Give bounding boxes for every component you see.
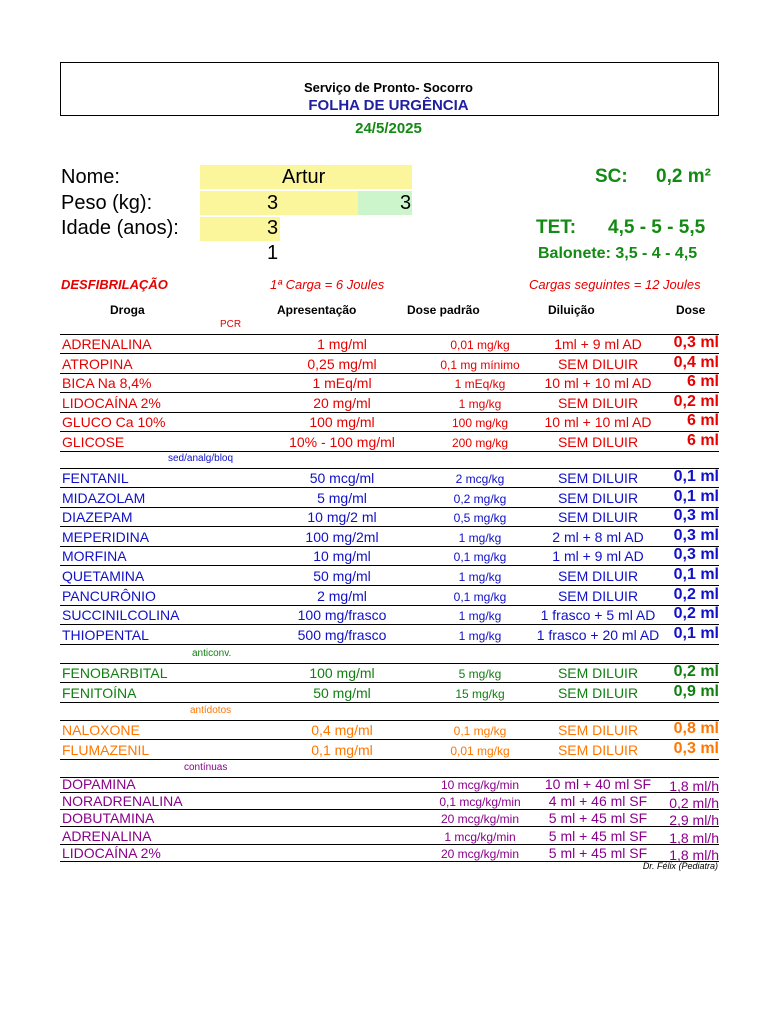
standard-dose: 1 mg/kg: [458, 628, 502, 643]
standard-dose: 0,1 mg/kg: [453, 724, 507, 738]
standard-dose: 0,5 mg/kg: [453, 511, 507, 526]
presentation: 10 mg/2 ml: [307, 509, 377, 526]
dose-value: 0,2 ml: [673, 605, 719, 623]
table-row: [60, 566, 719, 586]
dilution: SEM DILUIR: [557, 684, 639, 701]
dose-value: 0,3 ml: [673, 739, 719, 757]
dose-value: 6 ml: [686, 432, 719, 449]
standard-dose: 0,1 mg mínimo: [440, 357, 520, 372]
col-header-dose: Dose: [676, 303, 706, 317]
table-row: [60, 776, 719, 793]
balonete: Balonete: 3,5 - 4 - 4,5: [538, 245, 698, 262]
drug-name: ADRENALINA: [62, 336, 152, 352]
dilution: 1ml + 9 ml AD: [554, 336, 642, 352]
standard-dose: 1 mcg/kg/min: [444, 829, 516, 844]
group-header: [60, 646, 719, 664]
presentation: 50 mg/ml: [313, 568, 371, 584]
group-label: contínuas: [184, 762, 228, 773]
group-header: [60, 703, 719, 721]
drug-name: ATROPINA: [62, 355, 133, 372]
table-row: [60, 810, 719, 827]
drug-name: GLUCO Ca 10%: [62, 414, 166, 431]
table-row: [60, 793, 719, 810]
dose-value: 0,1 ml: [673, 566, 719, 583]
dilution: 4 ml + 46 ml SF: [548, 793, 648, 810]
page-date: 24/5/2025: [355, 120, 422, 137]
drug-name: NORADRENALINA: [62, 793, 183, 810]
table-row: [60, 507, 719, 527]
table-row: [60, 683, 719, 703]
drug-name: QUETAMINA: [62, 568, 145, 584]
dilution: SEM DILUIR: [557, 355, 639, 372]
dose-value: 0,2 ml/h: [669, 795, 719, 812]
col-header-drug: Droga: [110, 303, 145, 317]
drug-name: FENOBARBITAL: [62, 665, 168, 681]
standard-dose: 0,1 mg/kg: [453, 550, 507, 565]
presentation: 100 mg/ml: [309, 665, 375, 681]
standard-dose: 1 mg/kg: [458, 609, 502, 624]
weight-cell[interactable]: [200, 191, 358, 215]
dilution: 5 ml + 45 ml SF: [548, 827, 648, 844]
table-row: [60, 432, 719, 452]
drug-name: DOPAMINA: [62, 776, 136, 792]
age-label: Idade (anos):: [61, 217, 179, 239]
table-row: [60, 546, 719, 566]
dose-value: 0,2 ml: [673, 585, 719, 603]
table-row: [60, 625, 719, 645]
presentation: 50 mg/ml: [313, 684, 371, 701]
table-row: [60, 845, 719, 862]
drug-name: NALOXONE: [62, 722, 140, 738]
extra-value: 1: [267, 242, 279, 264]
drug-name: PANCURÔNIO: [62, 587, 156, 604]
drug-name: BICA Na 8,4%: [62, 375, 152, 392]
dilution: SEM DILUIR: [557, 665, 639, 681]
drug-name: FENITOÍNA: [62, 684, 137, 701]
table-row: [60, 393, 719, 413]
dose-value: 0,1 ml: [673, 468, 719, 485]
dilution: 10 ml + 10 ml AD: [544, 414, 652, 431]
dilution: SEM DILUIR: [557, 722, 639, 738]
group-label: sed/analg/bloq: [168, 453, 234, 464]
dose-value: 0,3 ml: [673, 526, 719, 544]
presentation: 500 mg/frasco: [297, 626, 387, 643]
dilution: 10 ml + 40 ml SF: [544, 776, 652, 792]
drug-name: DIAZEPAM: [62, 509, 133, 526]
dose-value: 0,3 ml: [673, 507, 719, 525]
drug-name: LIDOCAÍNA 2%: [62, 844, 161, 861]
page-title: FOLHA DE URGÊNCIA: [308, 97, 469, 114]
dilution: 2 ml + 8 ml AD: [552, 528, 644, 545]
dose-value: 0,3 ml: [673, 334, 719, 351]
standard-dose: 0,1 mcg/kg/min: [439, 795, 521, 810]
presentation: 0,25 mg/ml: [307, 355, 377, 372]
dilution: SEM DILUIR: [557, 568, 639, 584]
dose-value: 0,4 ml: [673, 353, 719, 371]
sc-value: 0,2 m²: [656, 166, 711, 187]
name-value: Artur: [282, 166, 326, 188]
table-row: [60, 828, 719, 845]
sc-label: SC:: [595, 166, 628, 187]
standard-dose: 20 mcg/kg/min: [440, 846, 520, 861]
dose-value: 0,2 ml: [673, 392, 719, 410]
dose-value: 6 ml: [686, 412, 719, 430]
drug-name: FLUMAZENIL: [62, 741, 150, 758]
table-row: [60, 586, 719, 606]
name-label: Nome:: [61, 166, 120, 188]
table-row: [60, 740, 719, 760]
presentation: 1 mEq/ml: [312, 375, 372, 392]
group-label: antídotos: [190, 705, 232, 716]
drug-name: MIDAZOLAM: [62, 489, 146, 506]
standard-dose: 100 mg/kg: [451, 416, 509, 431]
standard-dose: 1 mEq/kg: [454, 377, 506, 392]
group-label: anticonv.: [192, 648, 232, 659]
presentation: 10% - 100 mg/ml: [289, 434, 395, 450]
dilution: SEM DILUIR: [557, 509, 639, 526]
tet-label: TET:: [536, 217, 577, 238]
table-row: [60, 663, 719, 683]
dilution: 10 ml + 10 ml AD: [544, 375, 652, 392]
weight-label: Peso (kg):: [61, 192, 153, 214]
standard-dose: 2 mcg/kg: [455, 472, 505, 486]
standard-dose: 5 mg/kg: [458, 667, 502, 681]
standard-dose: 10 mcg/kg/min: [440, 778, 520, 792]
dilution: 1 ml + 9 ml AD: [552, 548, 644, 565]
dilution: SEM DILUIR: [557, 741, 639, 758]
dilution: SEM DILUIR: [557, 587, 639, 604]
dose-value: 0,1 ml: [673, 624, 719, 642]
table-row: [60, 334, 719, 354]
tet-value: 4,5 - 5 - 5,5: [608, 217, 706, 238]
standard-dose: 1 mg/kg: [458, 530, 502, 545]
group-label: PCR: [220, 319, 242, 330]
table-row: [60, 412, 719, 432]
presentation: 5 mg/ml: [317, 489, 367, 506]
table-row: [60, 373, 719, 393]
age-value: 3: [267, 217, 279, 239]
dose-value: 1,8 ml/h: [669, 778, 719, 794]
dilution: 5 ml + 45 ml SF: [548, 844, 648, 861]
dose-value: 0,2 ml: [673, 663, 719, 680]
standard-dose: 200 mg/kg: [451, 436, 509, 450]
dose-value: 0,1 ml: [673, 487, 719, 505]
dose-value: 0,3 ml: [673, 546, 719, 564]
dilution: 1 frasco + 5 ml AD: [540, 607, 656, 624]
weight-value: 3: [267, 192, 279, 214]
col-header-std-dose: Dose padrão: [407, 303, 480, 317]
presentation: 0,4 mg/ml: [311, 722, 373, 738]
dilution: SEM DILUIR: [557, 470, 639, 486]
defib-next-charges: Cargas seguintes = 12 Joules: [529, 277, 701, 292]
group-header: [60, 451, 719, 469]
presentation: 100 mg/ml: [309, 414, 375, 431]
table-row: [60, 468, 719, 488]
standard-dose: 0,2 mg/kg: [453, 491, 507, 506]
standard-dose: 1 mg/kg: [458, 570, 502, 584]
drug-name: FENTANIL: [62, 470, 129, 486]
presentation: 20 mg/ml: [313, 394, 371, 411]
col-header-dilution: Diluição: [548, 303, 595, 317]
dilution: SEM DILUIR: [557, 394, 639, 411]
drug-name: MEPERIDINA: [62, 528, 150, 545]
group-header: [60, 317, 719, 335]
standard-dose: 20 mcg/kg/min: [440, 812, 520, 827]
col-header-presentation: Apresentação: [277, 303, 357, 317]
dose-value: 1,8 ml/h: [669, 846, 719, 863]
signature: Dr. Félix (Pediatra): [642, 861, 718, 871]
drug-name: LIDOCAÍNA 2%: [62, 394, 161, 411]
table-row: [60, 488, 719, 508]
defib-first-charge: 1ª Carga = 6 Joules: [270, 277, 385, 292]
standard-dose: 0,01 mg/kg: [450, 338, 510, 352]
standard-dose: 15 mg/kg: [455, 686, 505, 701]
weight-value-2: 3: [400, 192, 412, 214]
table-row: [60, 720, 719, 740]
standard-dose: 0,1 mg/kg: [453, 589, 507, 604]
standard-dose: 1 mg/kg: [458, 396, 502, 411]
dilution: SEM DILUIR: [557, 489, 639, 506]
presentation: 100 mg/frasco: [297, 607, 387, 624]
presentation: 100 mg/2ml: [305, 528, 379, 545]
dose-value: 2,9 ml/h: [669, 812, 719, 829]
presentation: 10 mg/ml: [313, 548, 371, 565]
drug-name: SUCCINILCOLINA: [62, 607, 180, 624]
dose-value: 0,9 ml: [673, 682, 719, 700]
standard-dose: 0,01 mg/kg: [450, 743, 510, 758]
dose-value: 0,8 ml: [673, 720, 719, 737]
presentation: 0,1 mg/ml: [311, 741, 373, 758]
drug-name: ADRENALINA: [62, 827, 152, 844]
drug-name: THIOPENTAL: [62, 626, 149, 643]
table-row: [60, 605, 719, 625]
dilution: SEM DILUIR: [557, 434, 639, 450]
drug-name: GLICOSE: [62, 434, 125, 450]
drug-name: DOBUTAMINA: [62, 810, 155, 827]
dose-value: 1,8 ml/h: [669, 829, 719, 846]
table-row: [60, 527, 719, 547]
table-row: [60, 354, 719, 374]
service-name: Serviço de Pronto- Socorro: [303, 80, 474, 95]
presentation: 50 mcg/ml: [309, 470, 375, 486]
drug-name: MORFINA: [62, 548, 127, 565]
dilution: 5 ml + 45 ml SF: [548, 810, 648, 827]
defib-label: DESFIBRILAÇÃO: [61, 277, 168, 292]
dose-value: 6 ml: [686, 373, 719, 391]
presentation: 1 mg/ml: [317, 336, 367, 352]
dilution: 1 frasco + 20 ml AD: [536, 626, 660, 643]
presentation: 2 mg/ml: [317, 587, 367, 604]
